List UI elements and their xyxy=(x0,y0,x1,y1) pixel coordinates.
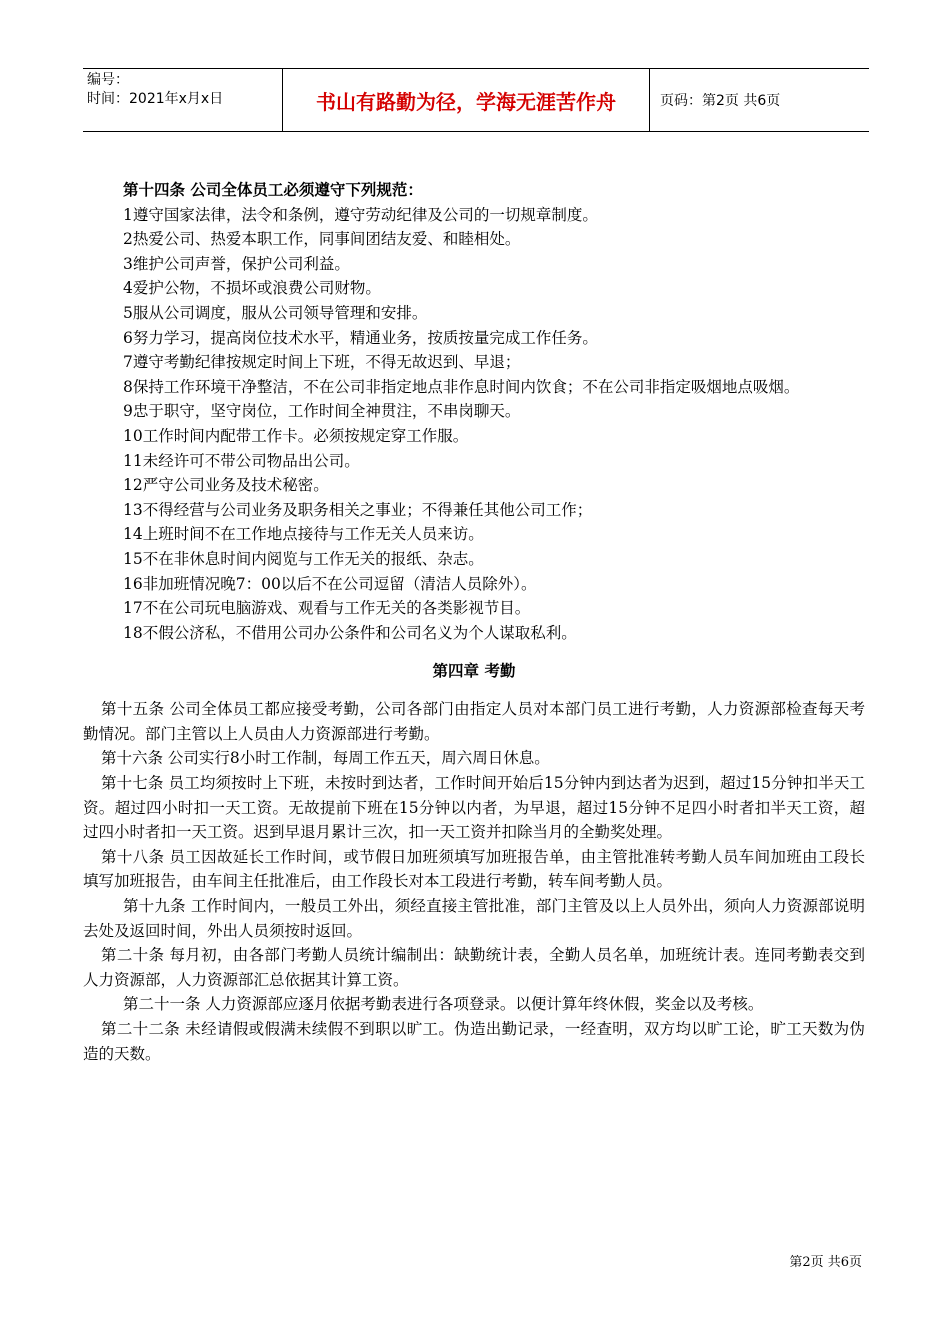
header-time: 时间：2021年x月x日 xyxy=(87,91,224,107)
rule-item-9: 9忠于职守，坚守岗位，工作时间全神贯注，不串岗聊天。 xyxy=(123,402,521,421)
header-number: 编号： xyxy=(87,72,129,88)
article-20: 第二十条 每月初，由各部门考勤人员统计编制出：缺勤统计表，全勤人员名单，加班统计表。连同考勤表交到人力资源部，人力资源部汇总依据其计算工资。 xyxy=(83,946,865,989)
rule-item-12: 12严守公司业务及技术秘密。 xyxy=(123,476,329,495)
rule-item-13: 13不得经营与公司业务及职务相关之事业；不得兼任其他公司工作； xyxy=(123,500,593,519)
article-22: 第二十二条 未经请假或假满未续假不到职以旷工。伪造出勤记录，一经查明，双方均以旷工论，旷工天数为伪造的天数。 xyxy=(83,1020,865,1063)
header-motto: 书山有路勤为径，学海无涯苦作舟 xyxy=(283,69,650,131)
page-footer: 第2页 共6页 xyxy=(789,1255,862,1270)
rule-item-4: 4爱护公物，不损坏或浪费公司财物。 xyxy=(123,279,381,298)
rule-item-6: 6努力学习，提高岗位技术水平，精通业务，按质按量完成工作任务。 xyxy=(123,328,598,347)
rule-item-8: 8保持工作环境干净整洁，不在公司非指定地点非作息时间内饮食；不在公司非指定吸烟地点吸烟。 xyxy=(123,377,800,396)
article-19: 第十九条 工作时间内，一般员工外出，须经直接主管批准，部门主管及以上人员外出，须向人力资源部说明去处及返回时间，外出人员须按时返回。 xyxy=(83,897,865,940)
article-18: 第十八条 员工因故延长工作时间，或节假日加班须填写加班报告单，由主管批准转考勤人员车间加班由工段长填写加班报告，由车间主任批准后，由工作段长对本工段进行考勤，转车间考勤人员。 xyxy=(83,847,865,891)
article-16: 第十六条 公司实行8小时工作制，每周工作五天，周六周日休息。 xyxy=(101,749,550,768)
header-page-number: 页码：第2页 共6页 xyxy=(660,93,781,109)
article-15: 第十五条 公司全体员工都应接受考勤，公司各部门由指定人员对本部门员工进行考勤，人力资源部检查每天考勤情况。部门主管以上人员由人力资源部进行考勤。 xyxy=(83,700,865,743)
rule-item-7: 7遵守考勤纪律按规定时间上下班，不得无故迟到、早退； xyxy=(123,353,521,372)
rule-item-10: 10工作时间内配带工作卡。必须按规定穿工作服。 xyxy=(123,426,469,445)
rule-item-17: 17不在公司玩电脑游戏、观看与工作无关的各类影视节目。 xyxy=(123,599,531,618)
rule-item-18: 18不假公济私，不借用公司办公条件和公司名义为个人谋取私利。 xyxy=(123,623,577,642)
rule-item-3: 3维护公司声誉，保护公司利益。 xyxy=(123,254,350,273)
header-meta xyxy=(83,69,283,131)
article-14-title: 第十四条 公司全体员工必须遵守下列规范： xyxy=(123,180,423,199)
rule-item-14: 14上班时间不在工作地点接待与工作无关人员来访。 xyxy=(123,525,484,544)
rule-item-15: 15不在非休息时间内阅览与工作无关的报纸、杂志。 xyxy=(123,549,484,568)
rule-item-11: 11未经许可不带公司物品出公司。 xyxy=(123,451,360,470)
rule-item-2: 2热爱公司、热爱本职工作，同事间团结友爱、和睦相处。 xyxy=(123,230,521,249)
page-header xyxy=(83,68,869,132)
rule-item-16: 16非加班情况晚7：00以后不在公司逗留（清洁人员除外）。 xyxy=(123,574,537,593)
document-body xyxy=(83,178,865,1066)
chapter-title: 第四章 考勤 xyxy=(432,661,516,681)
rule-item-1: 1遵守国家法律，法令和条例，遵守劳动纪律及公司的一切规章制度。 xyxy=(123,205,598,224)
rule-item-5: 5服从公司调度，服从公司领导管理和安排。 xyxy=(123,303,428,322)
article-21: 第二十一条 人力资源部应逐月依据考勤表进行各项登录。以便计算年终休假，奖金以及考核。 xyxy=(123,995,764,1014)
article-17: 第十七条 员工均须按时上下班，未按时到达者，工作时间开始后15分钟内到达者为迟到，超过15分钟扣半天工资。超过四小时扣一天工资。无故提前下班在15分钟以内者，为早退，超过15分钟不足四小时者扣半天工资，超过四小时者扣一天工资。迟到早退月累计三次，扣一天工资并扣除当月的全勤奖处理。 xyxy=(83,774,865,842)
